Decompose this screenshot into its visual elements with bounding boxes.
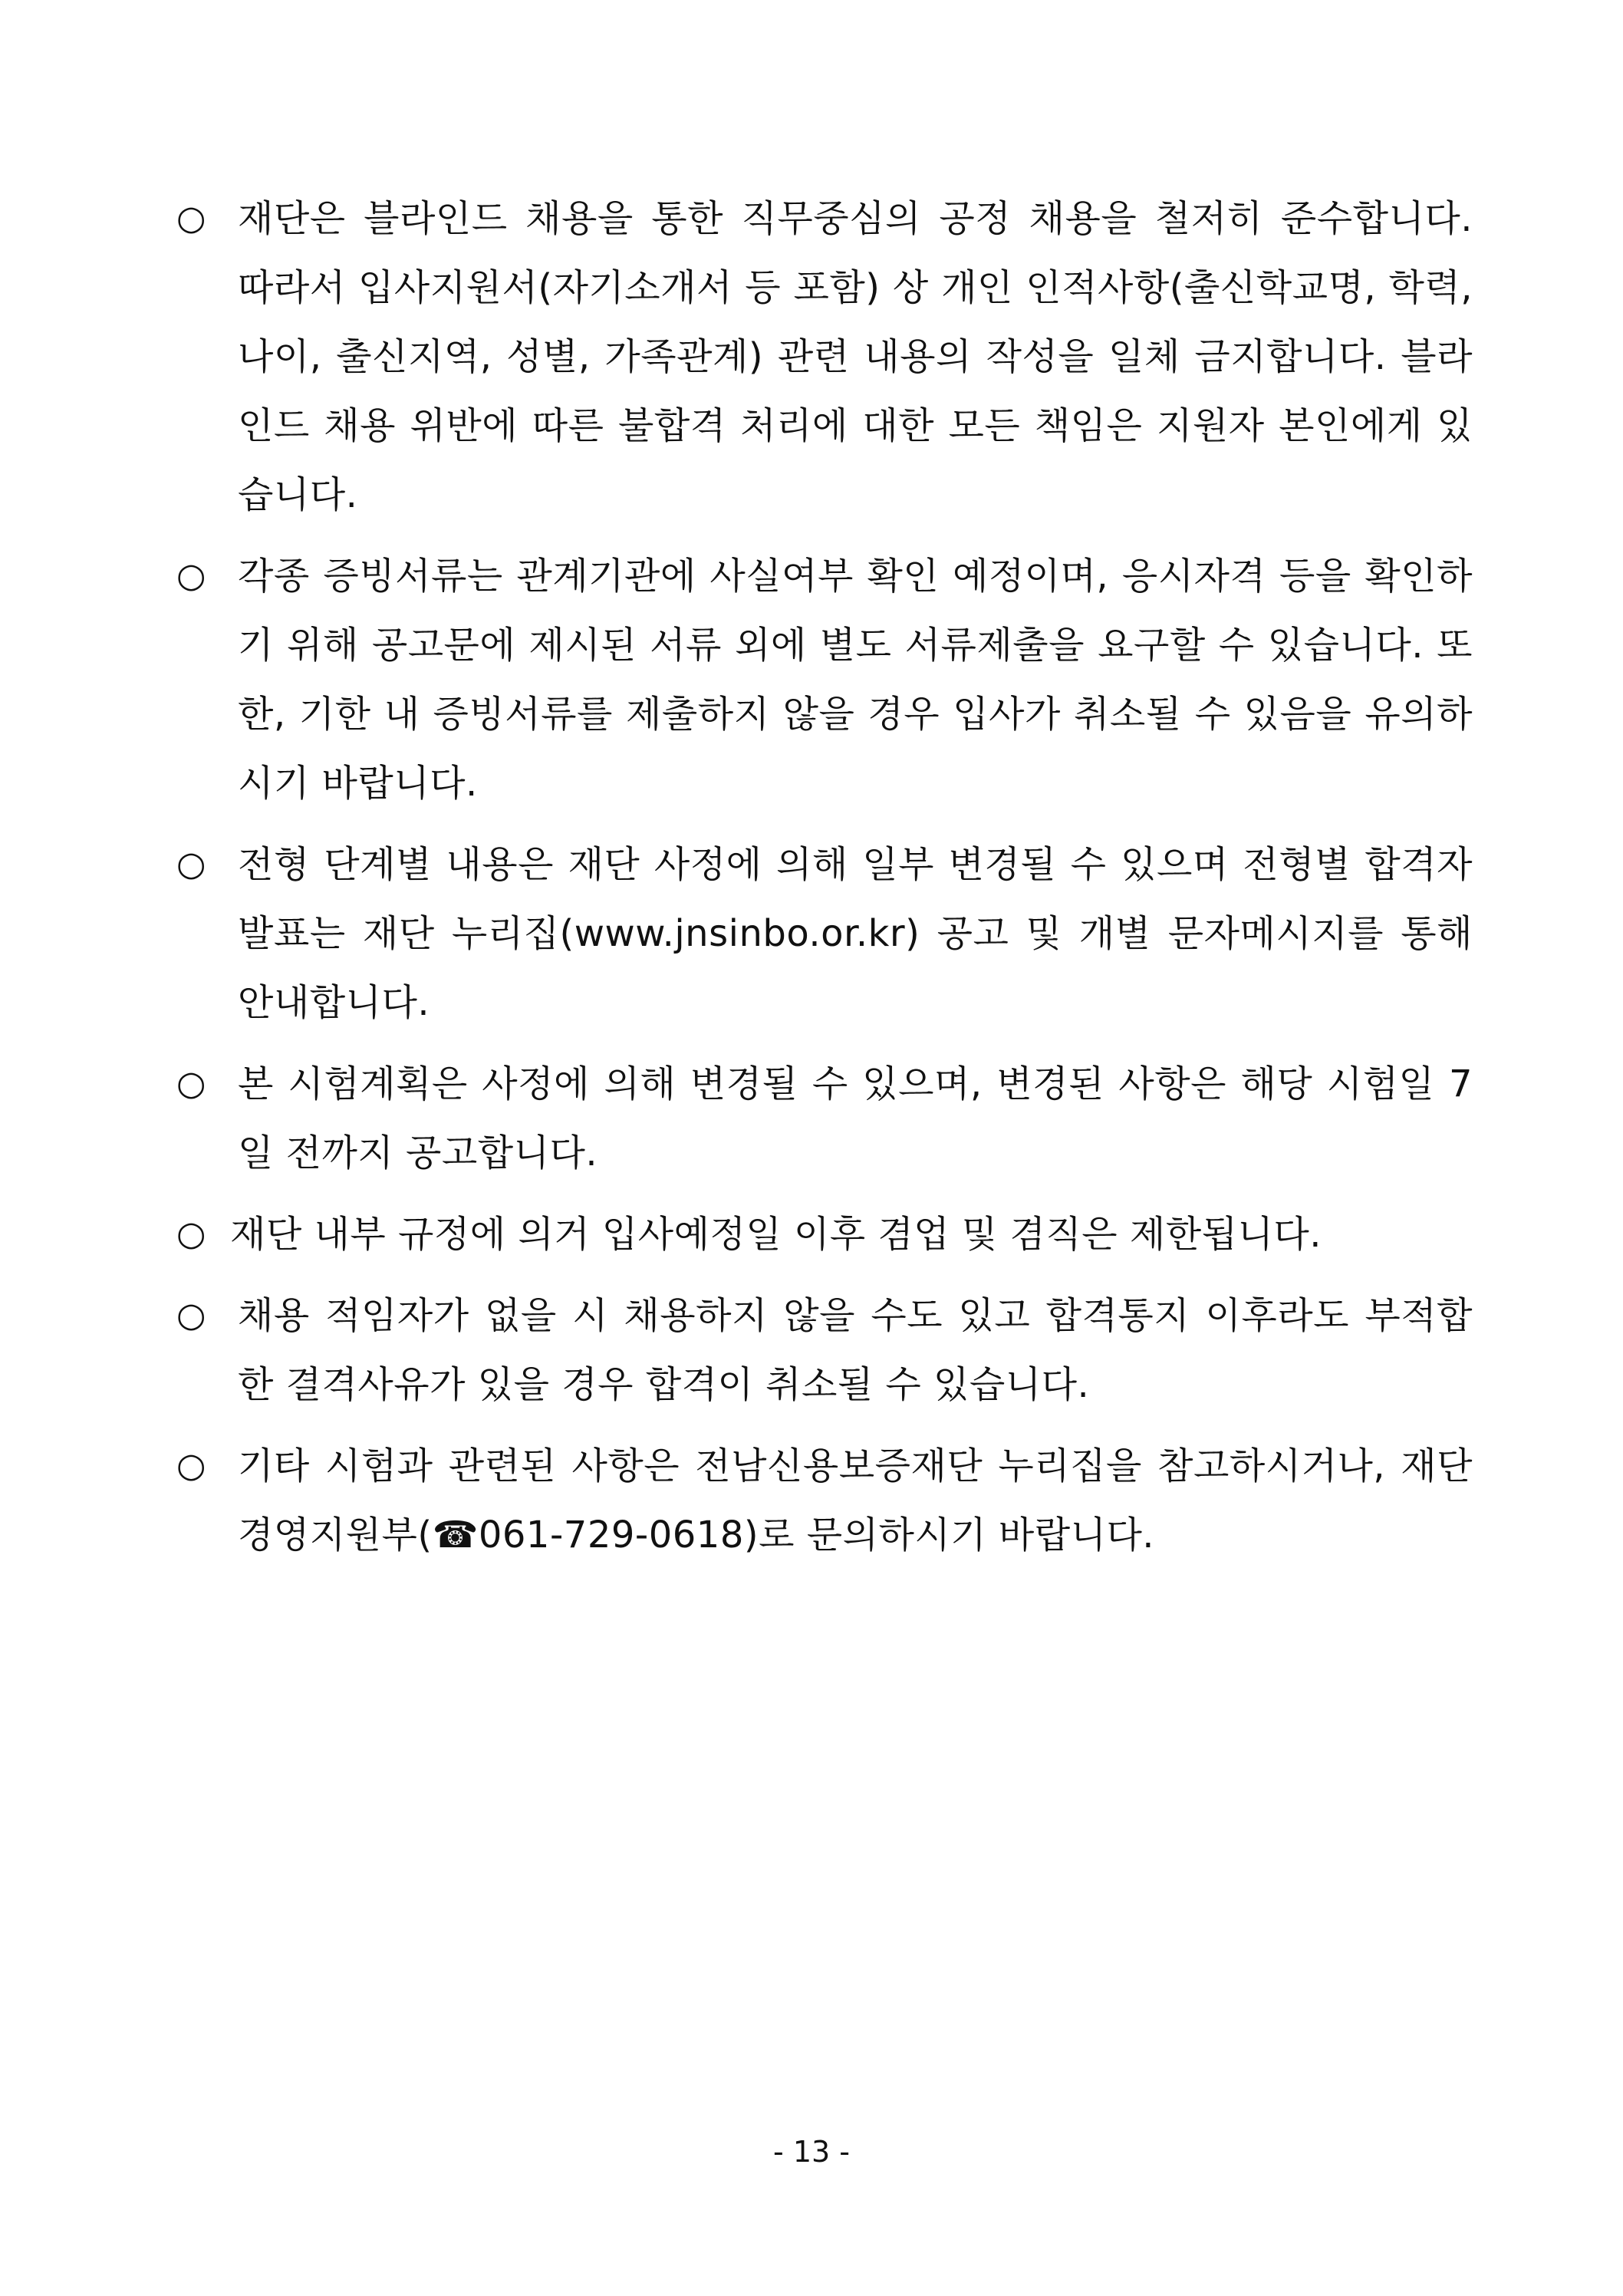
page-number: - 13 - [773, 2135, 850, 2169]
notice-item-exam-plan [176, 1049, 1473, 1188]
notice-item-contact [176, 1431, 1473, 1570]
circle-bullet-icon: ○ [176, 845, 206, 884]
circle-bullet-icon: ○ [176, 1214, 206, 1253]
notice-list [176, 184, 1473, 1582]
notice-item-side-jobs [176, 1200, 1473, 1269]
notice-text: 전형 단계별 내용은 재단 사정에 의해 일부 변경될 수 있으며 전형별 합격자 발표는 재단 누리집(www.jnsinbo.or.kr) 공고 및 개별 문자메시지를 통해 안내합니다. [238, 843, 1473, 1024]
notice-item-no-hire [176, 1281, 1473, 1419]
notice-item-stage-changes [176, 830, 1473, 1037]
circle-bullet-icon: ○ [176, 1064, 206, 1103]
circle-bullet-icon: ○ [176, 556, 206, 595]
notice-text: 재단은 블라인드 채용을 통한 직무중심의 공정 채용을 철저히 준수합니다. 따라서 입사지원서(자기소개서 등 포함) 상 개인 인적사항(출신학교명, 학력, 나이, 출신지역, 성별, 가족관계) 관련 내용의 작성을 일체 금지합니다. 블라인드 채용 위반에 따른 불합격 처리에 대한 모든 책임은 지원자 본인에게 있습니다. [238, 197, 1473, 516]
circle-bullet-icon: ○ [176, 1446, 206, 1485]
notice-text: 본 시험계획은 사정에 의해 변경될 수 있으며, 변경된 사항은 해당 시험일 7일 전까지 공고합니다. [238, 1062, 1473, 1174]
circle-bullet-icon: ○ [176, 199, 206, 238]
notice-item-documents [176, 542, 1473, 818]
notice-text: 재단 내부 규정에 의거 입사예정일 이후 겸업 및 겸직은 제한됩니다. [230, 1213, 1322, 1256]
notice-text: 각종 증빙서류는 관계기관에 사실여부 확인 예정이며, 응시자격 등을 확인하기 위해 공고문에 제시된 서류 외에 별도 서류제출을 요구할 수 있습니다. 또한, 기한 내 증빙서류를 제출하지 않을 경우 입사가 취소될 수 있음을 유의하시기 바랍니다. [238, 555, 1473, 805]
notice-text: 기타 시험과 관련된 사항은 전남신용보증재단 누리집을 참고하시거나, 재단 경영지원부(☎061-729-0618)로 문의하시기 바랍니다. [238, 1444, 1473, 1556]
notice-text: 채용 적임자가 없을 시 채용하지 않을 수도 있고 합격통지 이후라도 부적합한 결격사유가 있을 경우 합격이 취소될 수 있습니다. [238, 1294, 1473, 1406]
notice-item-blind-hiring [176, 184, 1473, 529]
circle-bullet-icon: ○ [176, 1296, 206, 1335]
